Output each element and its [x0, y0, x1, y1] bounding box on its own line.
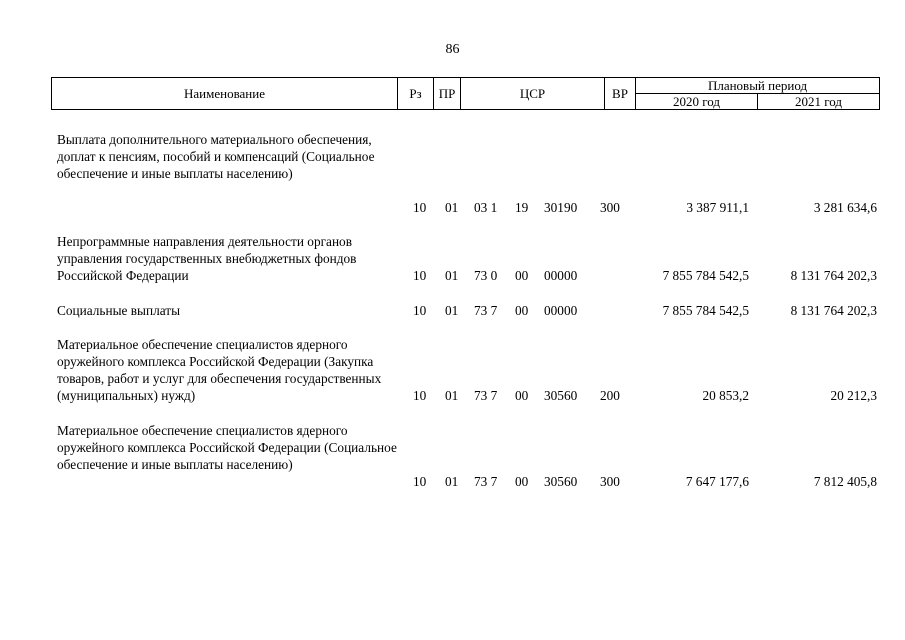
- row-amount-2020: 7 647 177,6: [685, 474, 749, 489]
- header-pr: ПР: [434, 78, 461, 110]
- page-number: 86: [445, 42, 460, 57]
- table-row: [0, 233, 905, 284]
- row-pr: 01: [445, 303, 459, 318]
- header-rz: Рз: [398, 78, 434, 110]
- row-pr: 01: [445, 268, 459, 283]
- row-csr-subprogram: 00: [515, 268, 529, 283]
- row-pr: 01: [445, 388, 459, 403]
- row-csr-direction: 30560: [544, 388, 578, 403]
- row-rz: 10: [413, 474, 427, 489]
- header-csr: ЦСР: [461, 78, 605, 110]
- row-amount-2021: 20 212,3: [830, 388, 877, 403]
- row-vr: 300: [600, 200, 620, 215]
- row-name: Непрограммные направления деятельности органов управления государственных внебюджетных фондов Российской Федерации: [57, 234, 357, 283]
- row-csr-program: 03 1: [474, 200, 498, 215]
- row-pr: 01: [445, 474, 459, 489]
- header-year-2020: 2020 год: [636, 94, 758, 110]
- table-row: [0, 336, 905, 404]
- header-year-2021: 2021 год: [758, 94, 880, 110]
- header-vr: ВР: [605, 78, 636, 110]
- row-vr: 200: [600, 388, 620, 403]
- row-csr-subprogram: 19: [515, 200, 529, 215]
- row-csr-program: 73 7: [474, 474, 498, 489]
- row-csr-direction: 00000: [544, 303, 578, 318]
- row-csr-subprogram: 00: [515, 388, 529, 403]
- row-amount-2021: 7 812 405,8: [813, 474, 877, 489]
- row-amount-2020: 3 387 911,1: [686, 200, 749, 215]
- row-csr-direction: 30190: [544, 200, 578, 215]
- row-name: Материальное обеспечение специалистов ядерного оружейного комплекса Российской Федерации (Закупка товаров, работ и услуг для обеспечения государственных (муниципальных) нужд): [57, 337, 382, 403]
- row-amount-2021: 3 281 634,6: [813, 200, 877, 215]
- row-vr: 300: [600, 474, 620, 489]
- row-csr-program: 73 7: [474, 388, 498, 403]
- row-name: Материальное обеспечение специалистов ядерного оружейного комплекса Российской Федерации (Социальное обеспечение и иные выплаты населению): [57, 423, 397, 472]
- header-name: Наименование: [52, 78, 398, 110]
- table-row: [0, 131, 905, 216]
- row-amount-2021: 8 131 764 202,3: [790, 268, 877, 283]
- row-csr-direction: 30560: [544, 474, 578, 489]
- row-rz: 10: [413, 388, 427, 403]
- row-amount-2021: 8 131 764 202,3: [790, 303, 877, 318]
- row-rz: 10: [413, 200, 427, 215]
- header-plan-period: Плановый период: [636, 78, 880, 94]
- row-rz: 10: [413, 268, 427, 283]
- row-csr-subprogram: 00: [515, 474, 529, 489]
- row-pr: 01: [445, 200, 459, 215]
- row-name: Выплата дополнительного материального обеспечения, доплат к пенсиям, пособий и компенсаций (Социальное обеспечение и иные выплаты населению): [57, 132, 375, 181]
- row-csr-program: 73 0: [474, 268, 498, 283]
- row-name: Социальные выплаты: [57, 303, 181, 318]
- row-amount-2020: 7 855 784 542,5: [662, 303, 749, 318]
- row-amount-2020: 7 855 784 542,5: [662, 268, 749, 283]
- row-amount-2020: 20 853,2: [702, 388, 749, 403]
- table-row: [0, 302, 905, 319]
- row-csr-direction: 00000: [544, 268, 578, 283]
- row-csr-program: 73 7: [474, 303, 498, 318]
- table-row: [0, 422, 905, 490]
- row-rz: 10: [413, 303, 427, 318]
- table-header: [51, 77, 880, 110]
- row-csr-subprogram: 00: [515, 303, 529, 318]
